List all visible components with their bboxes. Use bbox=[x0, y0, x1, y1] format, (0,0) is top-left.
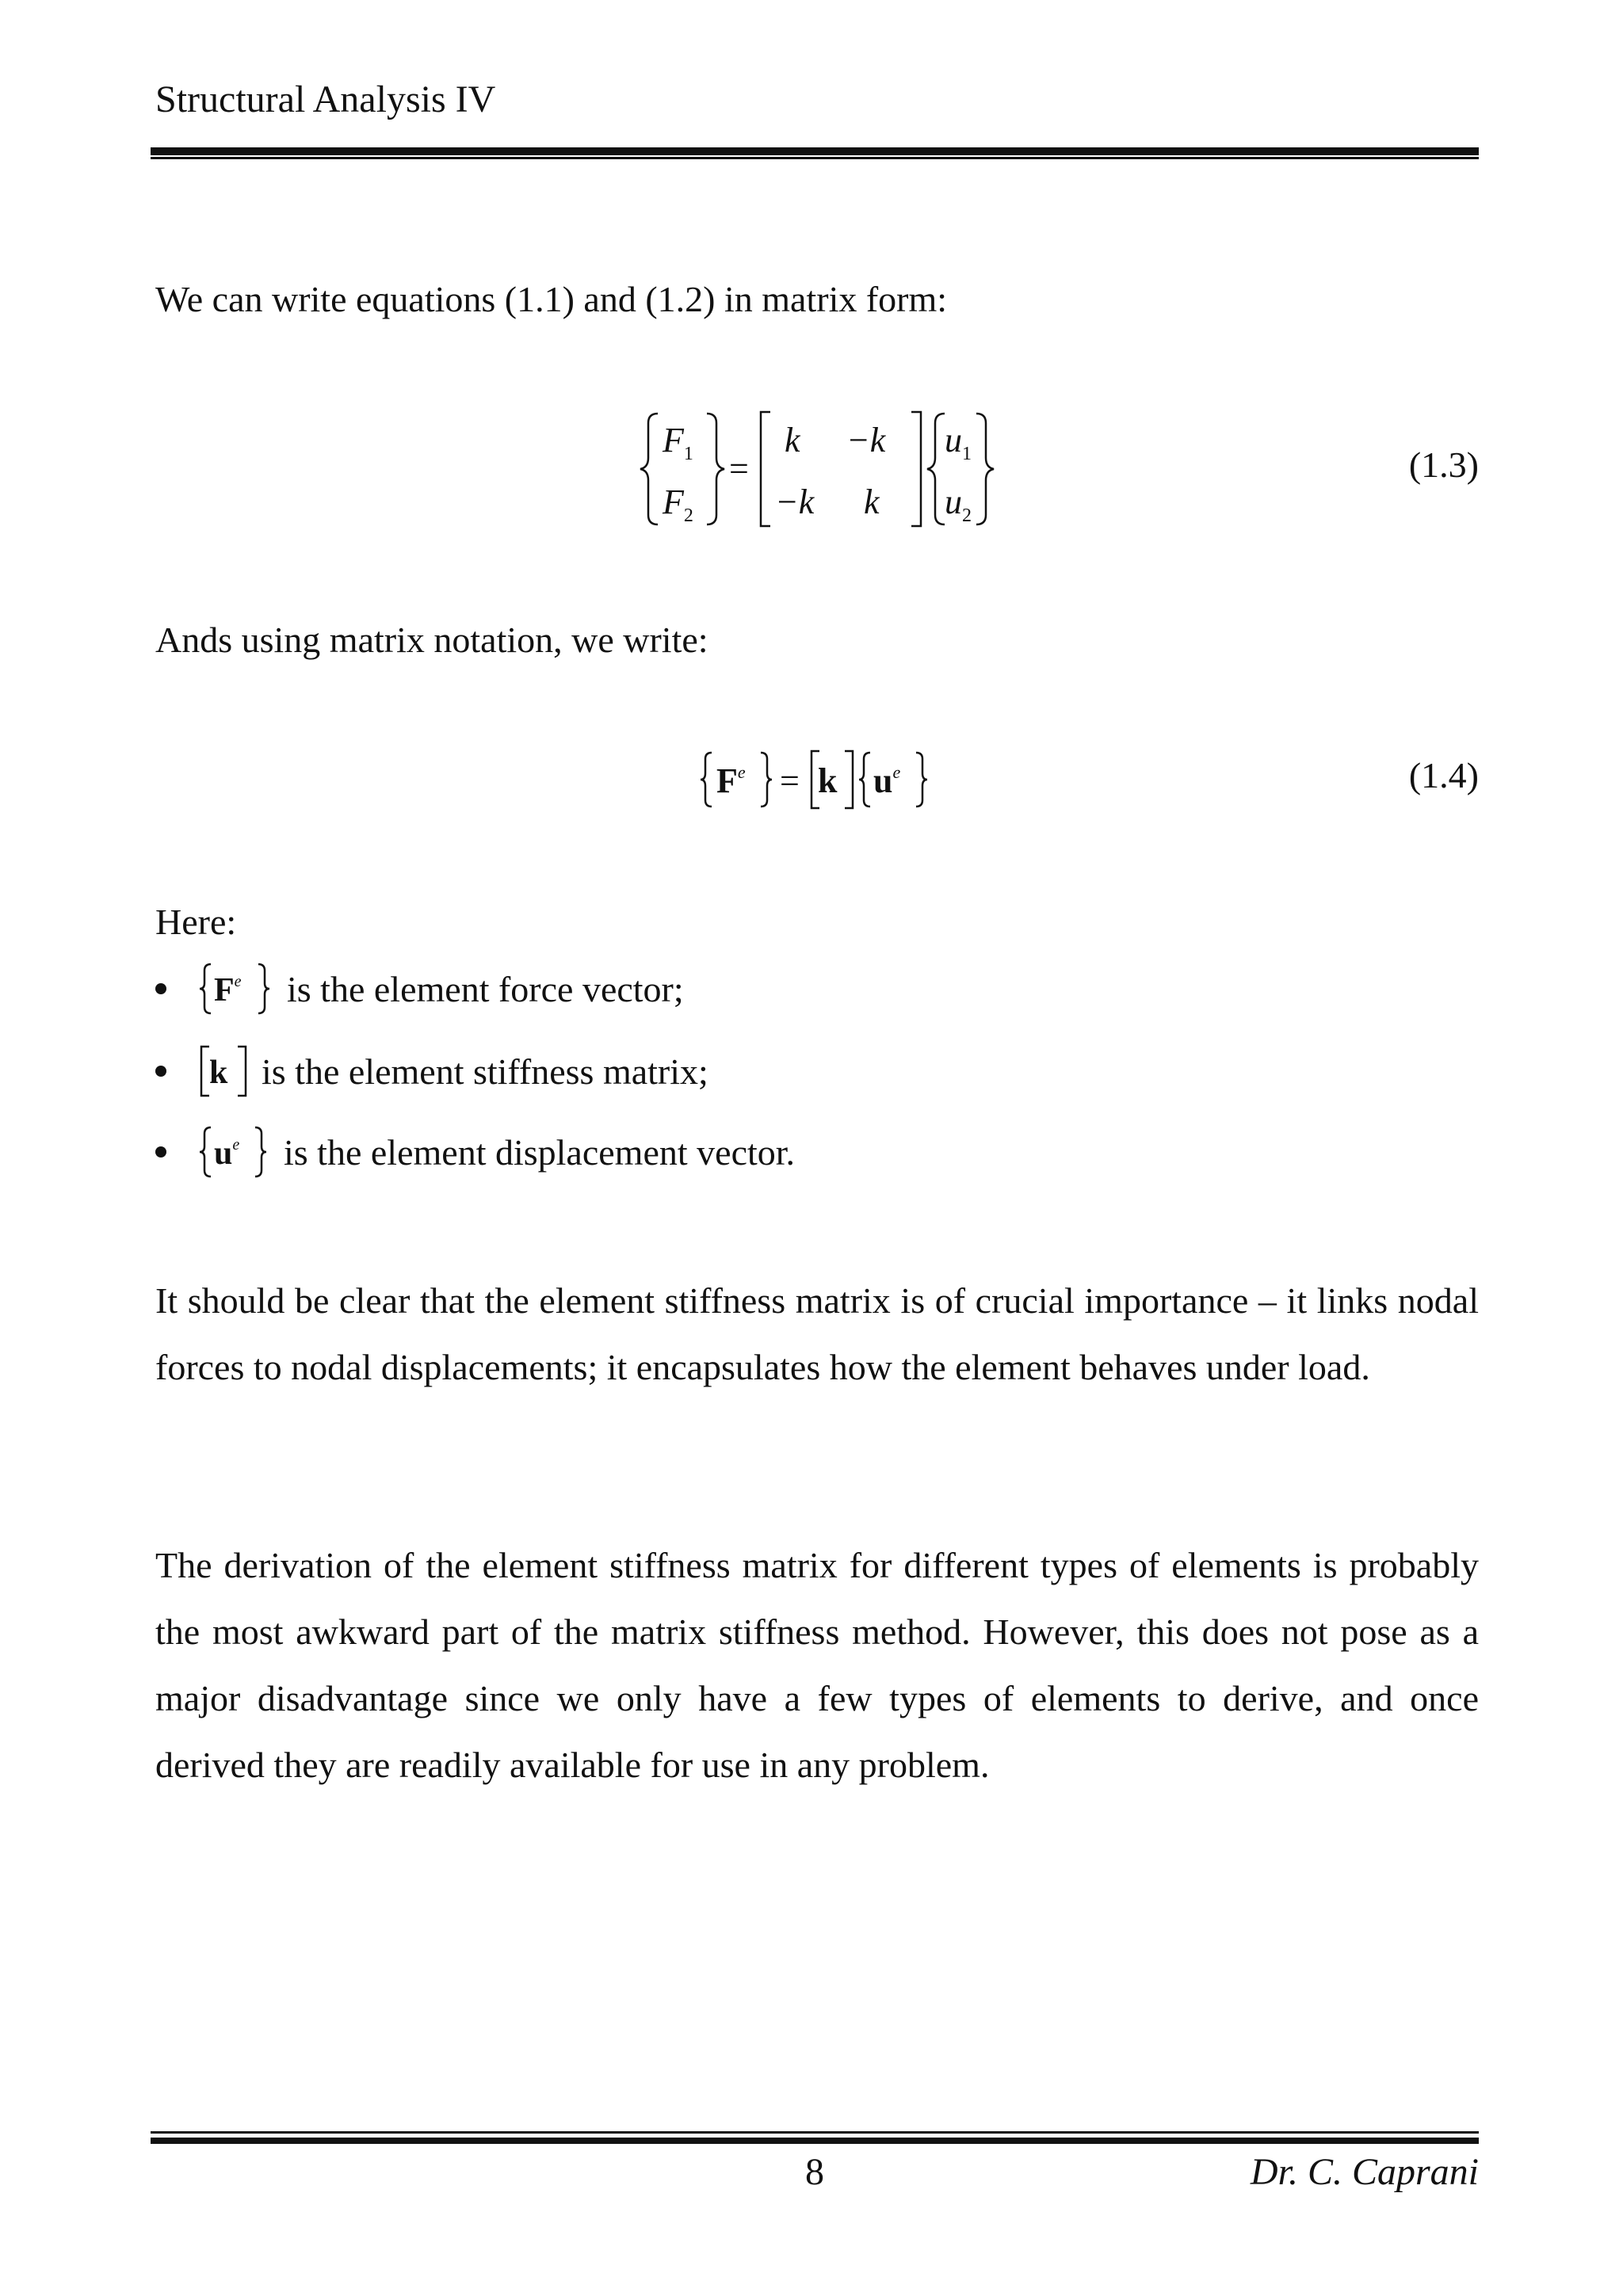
equation-1-3 bbox=[634, 406, 999, 532]
running-header-title: Structural Analysis IV bbox=[155, 78, 496, 120]
eq13-lhs-f1: $F_1$ bbox=[663, 421, 693, 464]
here-label: Here: bbox=[155, 902, 237, 942]
bullet-text: is the element force vector; bbox=[287, 968, 684, 1009]
equation-number-1-3: (1.3) bbox=[1408, 444, 1479, 485]
eq13-k12: −k bbox=[846, 421, 886, 460]
svg-text:ue: $u^e$ bbox=[214, 1135, 240, 1172]
force-vector-symbol bbox=[198, 961, 277, 1016]
bullet-dot bbox=[155, 1146, 166, 1158]
displacement-vector-symbol bbox=[198, 1124, 274, 1180]
stiffness-matrix-symbol bbox=[198, 1043, 250, 1099]
page-number: 8 bbox=[805, 2151, 824, 2193]
bullet-dot bbox=[155, 983, 166, 994]
derivation-paragraph: The derivation of the element stiffness matrix for different types of elements is probably the most awkward part of the matrix stiffness method. However, this does not pose as a major disadvantage since we only have a few types of elements to derive, and once derived they are readily available for use in any problem. bbox=[155, 1545, 1479, 1785]
intro-paragraph: We can write equations (1.1) and (1.2) in matrix form: bbox=[155, 279, 948, 319]
eq13-rhs-u2: $u_2$ bbox=[945, 482, 972, 526]
eq13-k21: −k bbox=[775, 482, 815, 521]
equation-number-1-4: (1.4) bbox=[1408, 755, 1479, 795]
eq13-k22: k bbox=[864, 482, 880, 521]
header-rule-thin bbox=[151, 157, 1479, 159]
svg-text:k: k bbox=[209, 1055, 228, 1091]
eq13-k11: k bbox=[785, 421, 800, 460]
eq13-rhs-u1: $u_1$ bbox=[945, 421, 972, 464]
author-name: Dr. C. Caprani bbox=[1250, 2151, 1479, 2193]
eq13-equals: = bbox=[729, 449, 749, 488]
bullet-item-force-vector bbox=[155, 965, 684, 1013]
importance-paragraph: It should be clear that the element stiffness matrix is of crucial importance – it links nodal forces to nodal displacements; it encapsulates how the element behaves under load. bbox=[155, 1280, 1479, 1387]
svg-text:ue: $u^e$ bbox=[873, 761, 901, 800]
header-rule-thick bbox=[151, 147, 1479, 155]
bullet-text: is the element displacement vector. bbox=[284, 1131, 796, 1173]
bullet-item-stiffness-matrix bbox=[155, 1047, 708, 1095]
notation-paragraph: Ands using matrix notation, we write: bbox=[155, 620, 708, 660]
svg-text:k: k bbox=[818, 761, 838, 800]
eq13-lhs-f2: $F_2$ bbox=[663, 482, 693, 526]
footer-rule-thick bbox=[151, 2138, 1479, 2144]
bullet-item-displacement-vector bbox=[155, 1128, 795, 1176]
equation-1-4 bbox=[697, 748, 935, 811]
svg-text:Fe: $F^e$ bbox=[214, 972, 242, 1009]
bullet-text: is the element stiffness matrix; bbox=[262, 1051, 708, 1092]
svg-text:Fe: $F^e$ bbox=[716, 761, 746, 800]
footer-rule-thin bbox=[151, 2131, 1479, 2134]
bullet-dot bbox=[155, 1066, 166, 1077]
svg-text:=: = bbox=[780, 761, 800, 800]
